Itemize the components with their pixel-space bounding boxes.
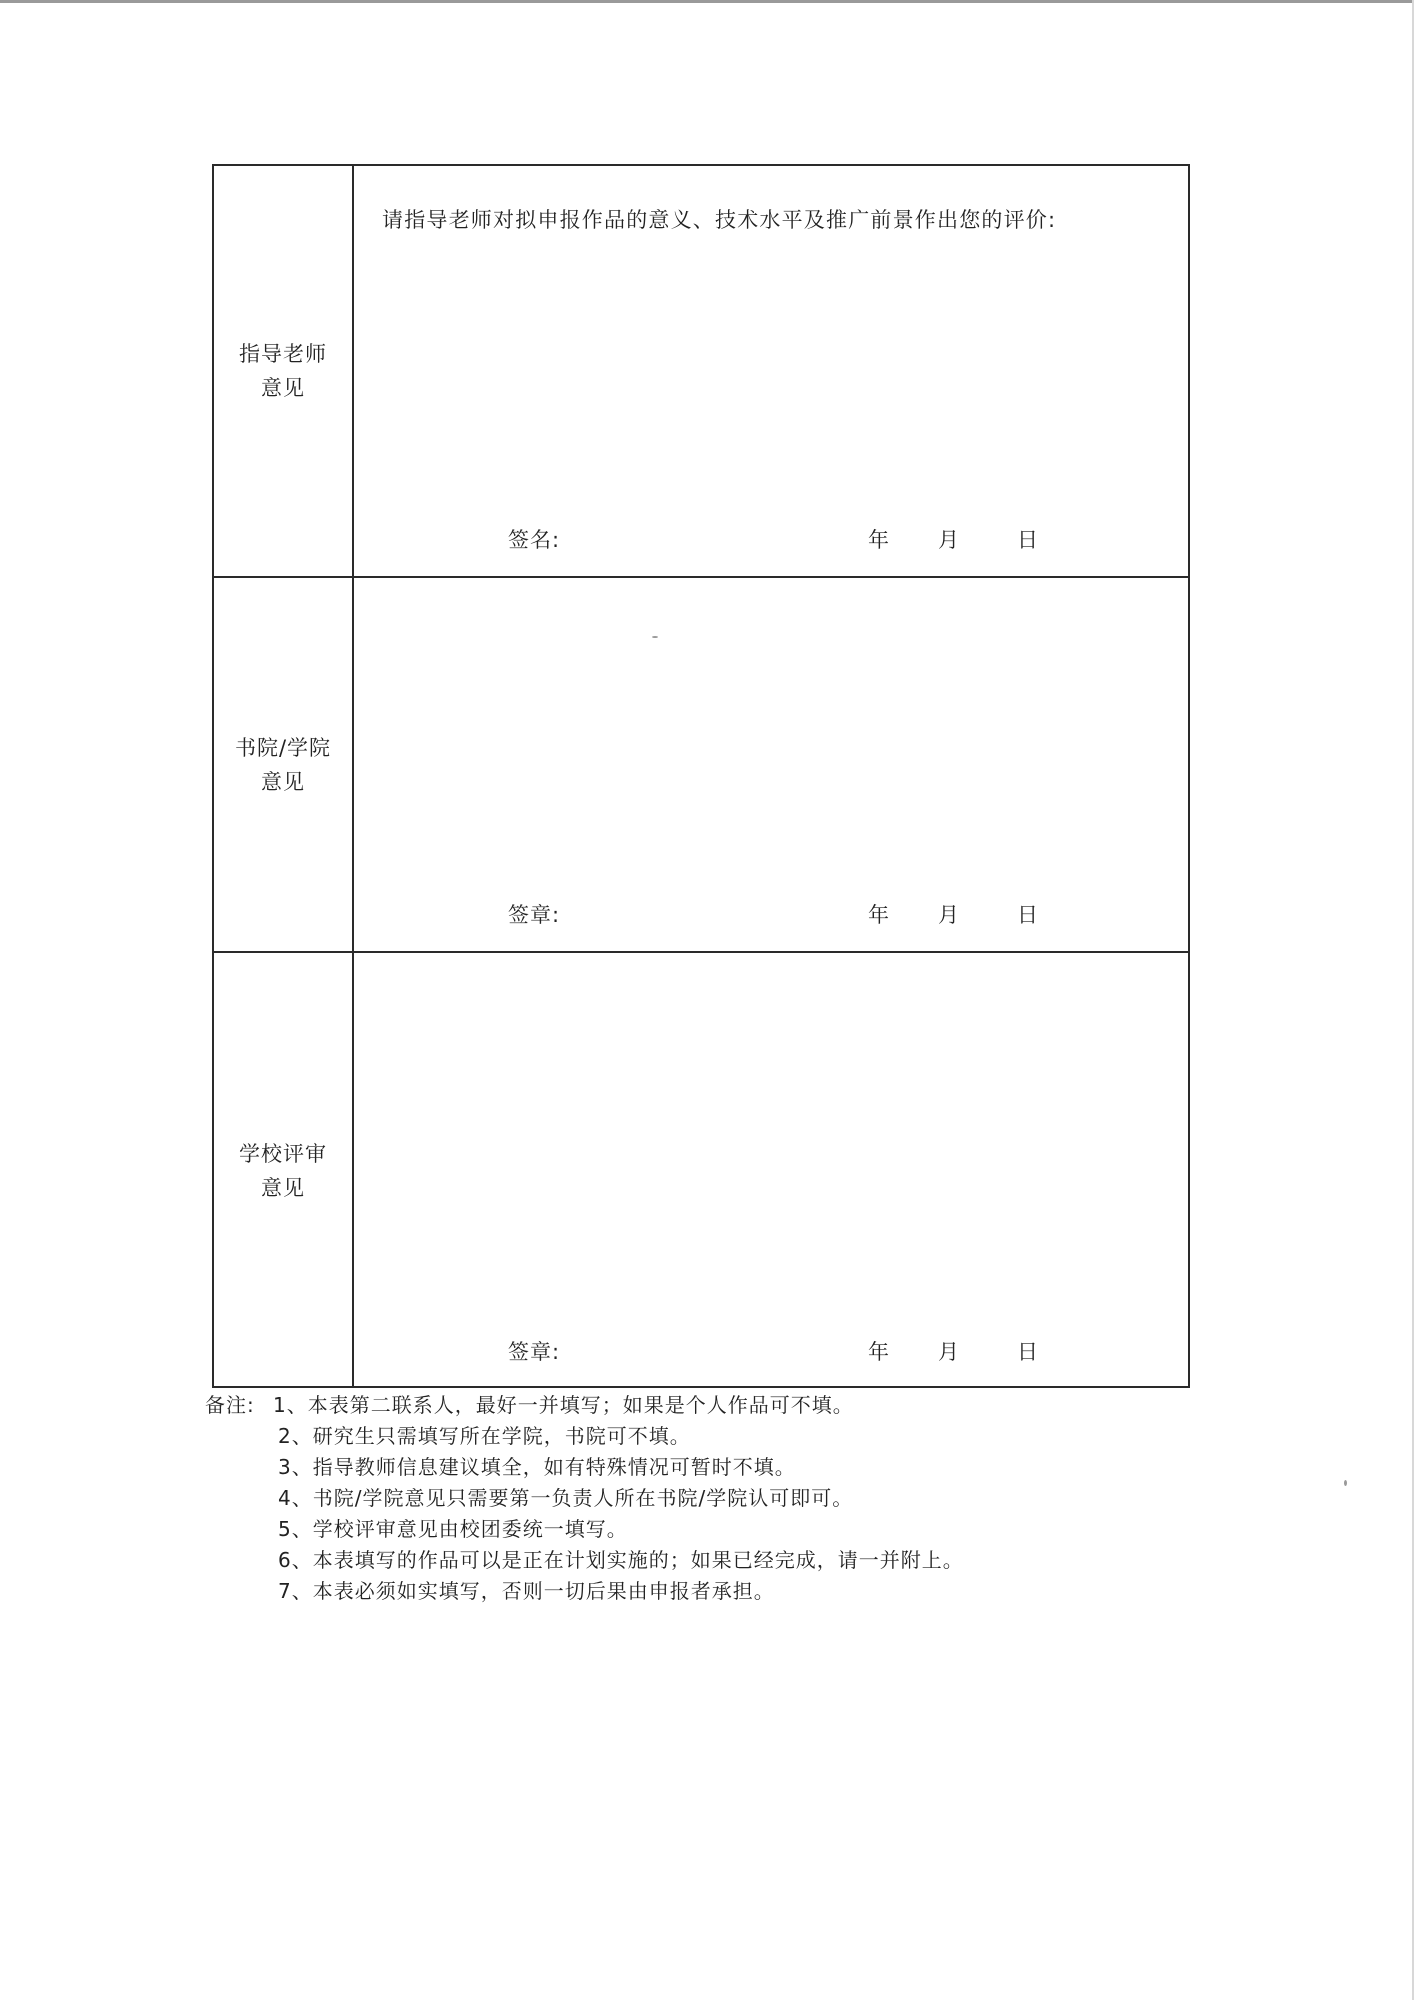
label-line-1: 指导老师 [239, 342, 327, 366]
note-text: 1、本表第二联系人，最好一并填写；如果是个人作品可不填。 [273, 1393, 854, 1417]
note-item: 4、书院/学院意见只需要第一负责人所在书院/学院认可即可。 [278, 1486, 854, 1510]
advisor-opinion-label [214, 166, 354, 576]
note-item: 3、指导教师信息建议填全，如有特殊情况可暂时不填。 [278, 1455, 796, 1479]
note-item: 6、本表填写的作品可以是正在计划实施的；如果已经完成，请一并附上。 [278, 1548, 964, 1572]
signature-label: 签名: [508, 528, 561, 552]
date-month-label: 月 [938, 903, 959, 927]
date-year-label: 年 [868, 528, 889, 552]
signature-line [354, 524, 1188, 554]
date-month-label: 月 [938, 1340, 959, 1364]
notes-section [205, 1390, 964, 1607]
label-line-2: 意见 [261, 376, 305, 400]
stamp-label: 签章: [508, 1340, 561, 1364]
college-opinion-field[interactable] [354, 578, 1188, 951]
notes-heading: 备注: [205, 1393, 255, 1417]
advisor-opinion-row [214, 166, 1188, 578]
date-day-label: 日 [1017, 903, 1038, 927]
label-line-2: 意见 [261, 1175, 305, 1200]
scan-edge-top [0, 0, 1414, 3]
note-item [205, 1390, 964, 1421]
college-opinion-label [214, 578, 354, 951]
stamp-line [354, 1336, 1188, 1366]
date-year-label: 年 [868, 903, 889, 927]
date-year-label: 年 [868, 1340, 889, 1364]
date-day-label: 日 [1017, 1340, 1038, 1364]
note-item: 2、研究生只需填写所在学院，书院可不填。 [278, 1424, 691, 1448]
note-item: 5、学校评审意见由校团委统一填写。 [278, 1517, 628, 1541]
scan-speck [1344, 1480, 1347, 1486]
advisor-opinion-field[interactable] [354, 166, 1188, 576]
college-opinion-row [214, 578, 1188, 953]
date-day-label: 日 [1017, 528, 1038, 552]
advisor-prompt: 请指导老师对拟申报作品的意义、技术水平及推广前景作出您的评价: [382, 208, 1057, 232]
note-item: 7、本表必须如实填写，否则一切后果由申报者承担。 [278, 1579, 775, 1603]
stamp-line [354, 899, 1188, 929]
label-line-1: 学校评审 [239, 1141, 327, 1166]
label-line-1: 书院/学院 [234, 735, 332, 760]
review-form-table [212, 164, 1190, 1388]
school-review-label [214, 953, 354, 1388]
school-review-row [214, 953, 1188, 1388]
school-review-field[interactable] [354, 953, 1188, 1388]
stamp-label: 签章: [508, 903, 561, 927]
date-month-label: 月 [938, 528, 959, 552]
label-line-2: 意见 [261, 769, 305, 794]
